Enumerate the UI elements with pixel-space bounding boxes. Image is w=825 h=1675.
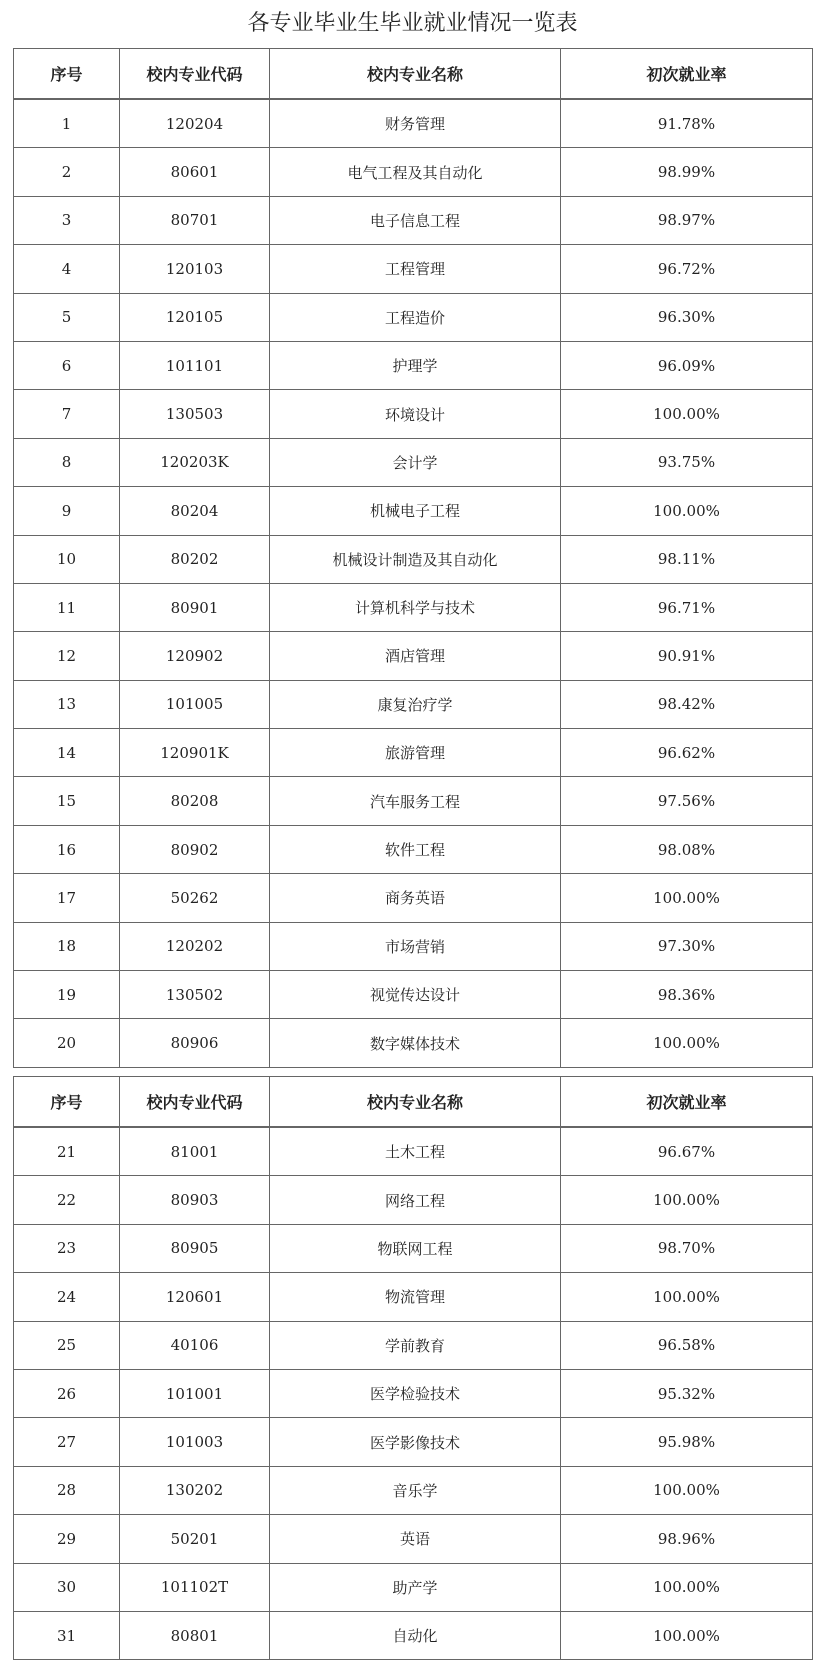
table-row: [14, 148, 813, 196]
employment-table-2: [13, 1076, 813, 1660]
cell-index: 2: [14, 148, 120, 196]
cell-index: 14: [14, 729, 120, 777]
table-row: [14, 487, 813, 535]
table-row: [14, 390, 813, 438]
cell-index: 7: [14, 390, 120, 438]
cell-rate: 96.67%: [561, 1127, 813, 1176]
cell-code: 80208: [120, 777, 270, 825]
table-row: [14, 1127, 813, 1176]
cell-code: 120204: [120, 99, 270, 148]
table-row: [14, 632, 813, 680]
header-rate: 初次就业率: [561, 1077, 813, 1128]
cell-rate: 96.71%: [561, 583, 813, 631]
cell-rate: 96.58%: [561, 1321, 813, 1369]
table-row: [14, 245, 813, 293]
cell-major: 汽车服务工程: [270, 777, 561, 825]
cell-index: 4: [14, 245, 120, 293]
cell-code: 80601: [120, 148, 270, 196]
cell-major: 机械设计制造及其自动化: [270, 535, 561, 583]
cell-code: 120601: [120, 1273, 270, 1321]
table-row: [14, 1418, 813, 1466]
cell-rate: 96.30%: [561, 293, 813, 341]
cell-index: 16: [14, 825, 120, 873]
cell-rate: 98.70%: [561, 1224, 813, 1272]
cell-major: 工程造价: [270, 293, 561, 341]
cell-rate: 100.00%: [561, 487, 813, 535]
cell-index: 31: [14, 1611, 120, 1659]
cell-code: 80903: [120, 1176, 270, 1224]
cell-rate: 96.09%: [561, 341, 813, 389]
cell-major: 财务管理: [270, 99, 561, 148]
cell-rate: 100.00%: [561, 1563, 813, 1611]
table-row: [14, 1466, 813, 1514]
cell-major: 网络工程: [270, 1176, 561, 1224]
cell-rate: 100.00%: [561, 1273, 813, 1321]
table-row: [14, 438, 813, 486]
table-row: [14, 1321, 813, 1369]
cell-major: 电子信息工程: [270, 196, 561, 244]
cell-code: 81001: [120, 1127, 270, 1176]
cell-code: 120901K: [120, 729, 270, 777]
table-row: [14, 1019, 813, 1067]
header-index: 序号: [14, 1077, 120, 1128]
table-row: [14, 535, 813, 583]
cell-major: 酒店管理: [270, 632, 561, 680]
cell-code: 80901: [120, 583, 270, 631]
cell-index: 10: [14, 535, 120, 583]
table-row: [14, 971, 813, 1019]
cell-rate: 100.00%: [561, 1176, 813, 1224]
cell-major: 音乐学: [270, 1466, 561, 1514]
cell-index: 12: [14, 632, 120, 680]
cell-index: 9: [14, 487, 120, 535]
cell-index: 3: [14, 196, 120, 244]
cell-major: 物流管理: [270, 1273, 561, 1321]
cell-major: 商务英语: [270, 874, 561, 922]
header-major: 校内专业名称: [270, 1077, 561, 1128]
cell-rate: 98.97%: [561, 196, 813, 244]
cell-code: 80204: [120, 487, 270, 535]
cell-rate: 98.42%: [561, 680, 813, 728]
table-row: [14, 777, 813, 825]
cell-index: 15: [14, 777, 120, 825]
cell-rate: 95.32%: [561, 1369, 813, 1417]
cell-code: 80905: [120, 1224, 270, 1272]
cell-index: 20: [14, 1019, 120, 1067]
header-major: 校内专业名称: [270, 49, 561, 100]
cell-code: 50262: [120, 874, 270, 922]
cell-index: 21: [14, 1127, 120, 1176]
cell-rate: 98.96%: [561, 1515, 813, 1563]
cell-major: 物联网工程: [270, 1224, 561, 1272]
cell-code: 130202: [120, 1466, 270, 1514]
cell-index: 11: [14, 583, 120, 631]
cell-rate: 96.62%: [561, 729, 813, 777]
table-row: [14, 99, 813, 148]
table-row: [14, 825, 813, 873]
cell-code: 50201: [120, 1515, 270, 1563]
table-row: [14, 583, 813, 631]
cell-rate: 96.72%: [561, 245, 813, 293]
cell-code: 101003: [120, 1418, 270, 1466]
cell-code: 120202: [120, 922, 270, 970]
cell-index: 25: [14, 1321, 120, 1369]
cell-code: 130503: [120, 390, 270, 438]
cell-index: 22: [14, 1176, 120, 1224]
cell-major: 工程管理: [270, 245, 561, 293]
header-code: 校内专业代码: [120, 49, 270, 100]
cell-major: 医学影像技术: [270, 1418, 561, 1466]
cell-code: 40106: [120, 1321, 270, 1369]
cell-major: 英语: [270, 1515, 561, 1563]
table-row: [14, 1369, 813, 1417]
cell-index: 17: [14, 874, 120, 922]
cell-major: 土木工程: [270, 1127, 561, 1176]
employment-table-1: [13, 48, 813, 1068]
table-row: [14, 1563, 813, 1611]
cell-major: 软件工程: [270, 825, 561, 873]
cell-rate: 91.78%: [561, 99, 813, 148]
cell-rate: 98.36%: [561, 971, 813, 1019]
page-title: 各专业毕业生毕业就业情况一览表: [247, 11, 578, 36]
cell-code: 120105: [120, 293, 270, 341]
cell-major: 康复治疗学: [270, 680, 561, 728]
cell-rate: 97.30%: [561, 922, 813, 970]
cell-code: 120203K: [120, 438, 270, 486]
cell-rate: 98.99%: [561, 148, 813, 196]
cell-index: 19: [14, 971, 120, 1019]
cell-code: 80202: [120, 535, 270, 583]
cell-code: 101005: [120, 680, 270, 728]
cell-major: 自动化: [270, 1611, 561, 1659]
cell-rate: 100.00%: [561, 1019, 813, 1067]
cell-major: 学前教育: [270, 1321, 561, 1369]
table-row: [14, 1273, 813, 1321]
table-row: [14, 1176, 813, 1224]
cell-index: 5: [14, 293, 120, 341]
cell-index: 23: [14, 1224, 120, 1272]
table-row: [14, 293, 813, 341]
cell-rate: 100.00%: [561, 1466, 813, 1514]
cell-rate: 95.98%: [561, 1418, 813, 1466]
table-row: [14, 874, 813, 922]
cell-major: 医学检验技术: [270, 1369, 561, 1417]
cell-code: 101102T: [120, 1563, 270, 1611]
cell-code: 80701: [120, 196, 270, 244]
header-row: [14, 1077, 813, 1128]
cell-code: 101101: [120, 341, 270, 389]
table-row: [14, 341, 813, 389]
cell-rate: 90.91%: [561, 632, 813, 680]
header-code: 校内专业代码: [120, 1077, 270, 1128]
cell-code: 120103: [120, 245, 270, 293]
header-index: 序号: [14, 49, 120, 100]
cell-rate: 98.11%: [561, 535, 813, 583]
cell-major: 环境设计: [270, 390, 561, 438]
cell-code: 120902: [120, 632, 270, 680]
cell-rate: 100.00%: [561, 1611, 813, 1659]
cell-code: 101001: [120, 1369, 270, 1417]
table-row: [14, 196, 813, 244]
table-row: [14, 729, 813, 777]
cell-major: 计算机科学与技术: [270, 583, 561, 631]
cell-index: 6: [14, 341, 120, 389]
cell-major: 机械电子工程: [270, 487, 561, 535]
cell-major: 市场营销: [270, 922, 561, 970]
cell-major: 助产学: [270, 1563, 561, 1611]
cell-index: 30: [14, 1563, 120, 1611]
cell-major: 会计学: [270, 438, 561, 486]
cell-code: 80801: [120, 1611, 270, 1659]
cell-major: 视觉传达设计: [270, 971, 561, 1019]
cell-code: 130502: [120, 971, 270, 1019]
table-row: [14, 1611, 813, 1659]
cell-index: 27: [14, 1418, 120, 1466]
header-rate: 初次就业率: [561, 49, 813, 100]
table-row: [14, 1224, 813, 1272]
cell-major: 数字媒体技术: [270, 1019, 561, 1067]
cell-index: 26: [14, 1369, 120, 1417]
cell-index: 29: [14, 1515, 120, 1563]
cell-code: 80906: [120, 1019, 270, 1067]
cell-major: 电气工程及其自动化: [270, 148, 561, 196]
cell-rate: 98.08%: [561, 825, 813, 873]
cell-index: 24: [14, 1273, 120, 1321]
cell-rate: 100.00%: [561, 874, 813, 922]
cell-index: 18: [14, 922, 120, 970]
cell-major: 旅游管理: [270, 729, 561, 777]
cell-index: 13: [14, 680, 120, 728]
cell-major: 护理学: [270, 341, 561, 389]
cell-rate: 97.56%: [561, 777, 813, 825]
header-row: [14, 49, 813, 100]
cell-code: 80902: [120, 825, 270, 873]
cell-rate: 100.00%: [561, 390, 813, 438]
cell-index: 1: [14, 99, 120, 148]
cell-index: 8: [14, 438, 120, 486]
cell-rate: 93.75%: [561, 438, 813, 486]
cell-index: 28: [14, 1466, 120, 1514]
table-row: [14, 1515, 813, 1563]
table-row: [14, 680, 813, 728]
table-row: [14, 922, 813, 970]
